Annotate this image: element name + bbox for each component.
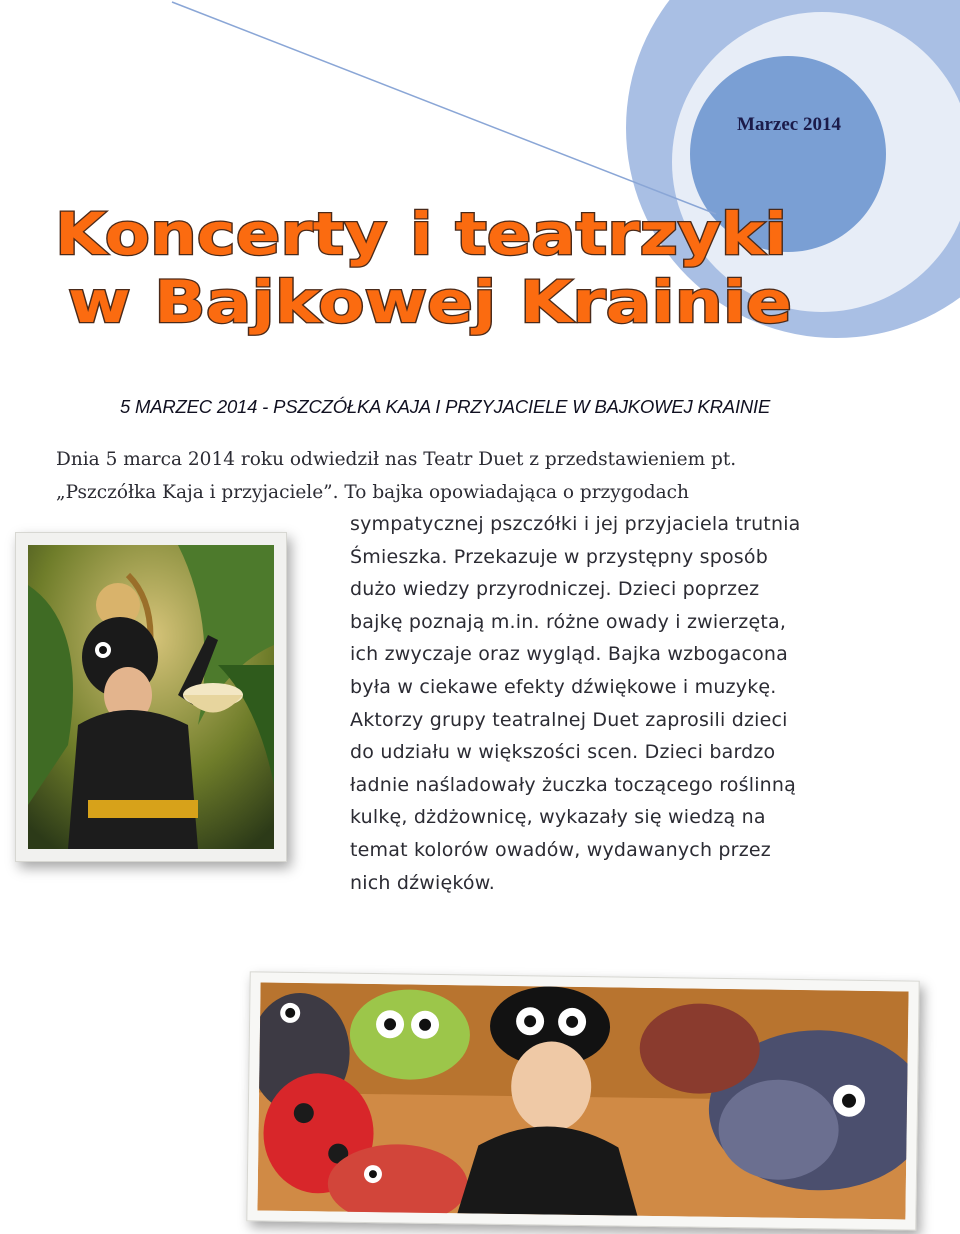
body-line: bajkę poznają m.in. różne owady i zwierzęta,: [350, 610, 787, 633]
title-line-2: w Bajkowej Krainie: [68, 268, 792, 336]
photo-bee-performer-image: [28, 545, 274, 849]
intro-line: „Pszczółka Kaja i przyjaciele”. To bajka opowiadająca o przygodach: [56, 481, 689, 503]
article-heading: 5 MARZEC 2014 - PSZCZÓŁKA KAJA I PRZYJACIELE W BAJKOWEJ KRAINIE: [120, 396, 771, 417]
body-line: była w ciekawe efekty dźwiękowe i muzykę.: [350, 675, 777, 698]
photo-bee-performer: [15, 532, 287, 862]
title-line-1: Koncerty i teatrzyki: [55, 200, 787, 268]
photo-insects-scene: [246, 971, 919, 1230]
article-intro: [56, 444, 836, 509]
page-title: [0, 196, 850, 346]
body-line: kulkę, dżdżownicę, wykazały się wiedzą na: [350, 806, 766, 829]
body-line: Śmieszka. Przekazuje w przystępny sposób: [350, 545, 768, 568]
body-line: sympatycznej pszczółki i jej przyjaciela trutnia: [350, 513, 801, 535]
body-line: dużo wiedzy przyrodniczej. Dzieci poprzez: [350, 578, 760, 601]
body-line: ładnie naśladowały żuczka toczącego roślinną: [350, 773, 796, 796]
body-line: temat kolorów owadów, wydawanych przez: [350, 838, 771, 861]
body-line: ich zwyczaje oraz wygląd. Bajka wzbogacona: [350, 643, 788, 666]
body-line: do udziału w większości scen. Dzieci bardzo: [350, 741, 776, 764]
intro-line: Dnia 5 marca 2014 roku odwiedził nas Teatr Duet z przedstawieniem pt.: [56, 449, 737, 470]
body-line: Aktorzy grupy teatralnej Duet zaprosili dzieci: [350, 708, 788, 731]
article-body: [350, 508, 830, 899]
body-line: nich dźwięków.: [350, 871, 495, 894]
photo-insects-scene-image: [257, 982, 908, 1219]
issue-date: Marzec 2014: [737, 114, 841, 135]
